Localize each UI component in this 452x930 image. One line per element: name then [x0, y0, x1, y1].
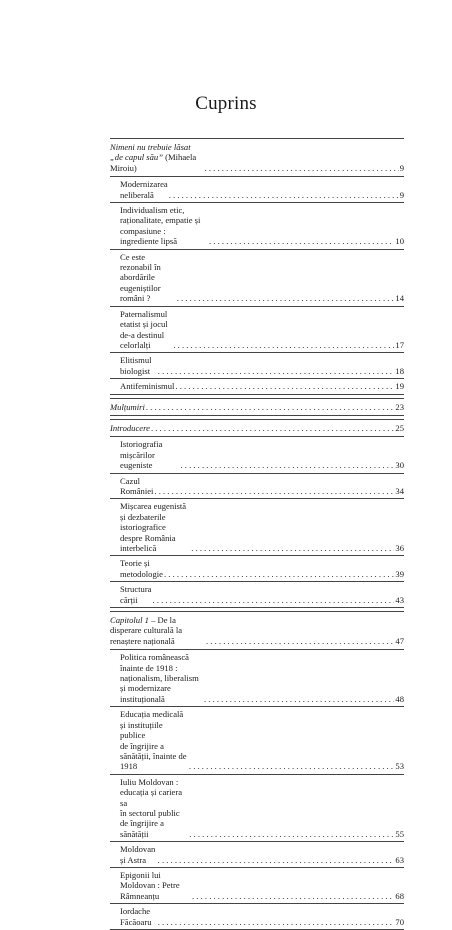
dot-leader: [173, 340, 394, 350]
section-entry-title: Antifeminismul: [120, 381, 175, 392]
dot-leader: [180, 460, 394, 470]
page-number: 9: [399, 162, 404, 173]
page-number: 68: [395, 890, 404, 901]
dot-leader: [146, 402, 395, 412]
page-title: Cuprins: [195, 93, 257, 114]
section-entry-title: Epigonii lui Moldovan : Petre Râmneanțu: [120, 869, 180, 901]
section-entry-title: Mișcarea eugenistă și dezbaterile istoriografice despre România interbelică: [120, 501, 187, 553]
section-entry: [110, 903, 404, 929]
section-entry: [110, 436, 404, 472]
section-entry: [110, 706, 404, 773]
section-entry-title: Teorie și metodologie: [120, 558, 163, 579]
page-number: 19: [395, 381, 404, 392]
chapter-entry: [110, 611, 404, 649]
toc-chapter: [110, 419, 404, 608]
dot-leader: [206, 636, 394, 646]
toc-chapter: [110, 611, 404, 930]
section-entry-title: Iuliu Moldovan : educația și cariera sa în sectorul public de îngrijire a sănătății: [120, 776, 183, 839]
toc-chapter: [110, 398, 404, 416]
section-entry: [110, 774, 404, 841]
chapter-entry: [110, 398, 404, 415]
dot-leader: [154, 486, 394, 496]
chapter-entry: [110, 138, 404, 176]
dot-leader: [209, 236, 394, 246]
toc-chapter: [110, 138, 404, 395]
chapter-entry-title: Mulțumiri: [110, 401, 145, 412]
section-entry-title: Educația medicală și instituțiile publice de îngrijire a sănătății, înainte de 1918: [120, 709, 187, 772]
page-number: 53: [395, 761, 404, 772]
page-number: 48: [395, 693, 404, 704]
page-number: 43: [395, 594, 404, 605]
dot-leader: [192, 891, 394, 901]
section-entry: [110, 867, 404, 903]
section-entry-title: Structura cărții: [120, 584, 152, 605]
page-number: 18: [395, 365, 404, 376]
chapter-entry: [110, 419, 404, 436]
page-number: 47: [395, 635, 404, 646]
section-entry-title: Elitismul biologist: [120, 355, 152, 376]
section-entry: [110, 581, 404, 607]
section-entry-title: Politica românească înainte de 1918 : naționalism, liberalism și modernizare instituțională: [120, 652, 199, 704]
chapter-entry-title: Nimeni nu trebuie lăsat „de capul său” (Mihaela Miroiu): [110, 142, 197, 173]
section-entry: [110, 498, 404, 555]
page-number: 70: [395, 916, 404, 927]
section-entry: [110, 249, 404, 306]
dot-leader: [189, 761, 395, 771]
page-number: 14: [395, 293, 404, 304]
section-entry-title: Istoriografia mișcărilor eugeniste: [120, 439, 163, 471]
page-number: 34: [395, 485, 404, 496]
section-entry-title: Modernizarea neliberală: [120, 179, 168, 200]
dot-leader: [169, 190, 399, 200]
section-entry: [110, 306, 404, 353]
page-number: 23: [395, 401, 404, 412]
section-entry-title: Moldovan și Astra: [120, 844, 156, 865]
section-entry: [110, 378, 404, 393]
section-entry-title: Ce este rezonabil în abordările eugeniștilor români ?: [120, 251, 161, 304]
page-number: 30: [395, 460, 404, 471]
dot-leader: [175, 381, 394, 391]
section-entry-title: Iordache Făcăoaru: [120, 906, 152, 927]
dot-leader: [205, 163, 399, 173]
section-entry: [110, 352, 404, 378]
dot-leader: [153, 595, 395, 605]
dot-leader: [158, 855, 395, 865]
page-number: 55: [395, 828, 404, 839]
section-entry-title: Cazul României: [120, 475, 154, 496]
section-entry: [110, 176, 404, 202]
section-entry-title: Individualism etic, raționalitate, empatie și compasiune : ingrediente lipsă: [120, 205, 201, 247]
section-entry: [110, 202, 404, 249]
chapter-entry-title: Introducere: [110, 422, 150, 433]
page-number: 9: [399, 189, 404, 200]
section-entry: [110, 649, 404, 706]
dot-leader: [164, 569, 394, 579]
dot-leader: [158, 366, 395, 376]
page-number: 36: [395, 543, 404, 553]
page-number: 25: [395, 422, 404, 433]
dot-leader: [177, 293, 395, 303]
section-entry: [110, 473, 404, 499]
page-number: 10: [395, 236, 404, 247]
page-number: 39: [395, 568, 404, 579]
dot-leader: [191, 543, 394, 553]
section-entry: [110, 555, 404, 581]
dot-leader: [151, 423, 394, 433]
page-number: 17: [395, 339, 404, 350]
dot-leader: [158, 917, 395, 927]
table-of-contents: [110, 138, 404, 930]
page-number: 63: [395, 854, 404, 865]
section-entry-title: Paternalismul etatist și jocul de-a destinul celorlalți: [120, 308, 168, 350]
chapter-entry-title: Capitolul 1 – De la disperare culturală la renaștere națională: [110, 615, 183, 646]
section-entry: [110, 841, 404, 867]
dot-leader: [204, 694, 394, 704]
dot-leader: [189, 829, 394, 839]
